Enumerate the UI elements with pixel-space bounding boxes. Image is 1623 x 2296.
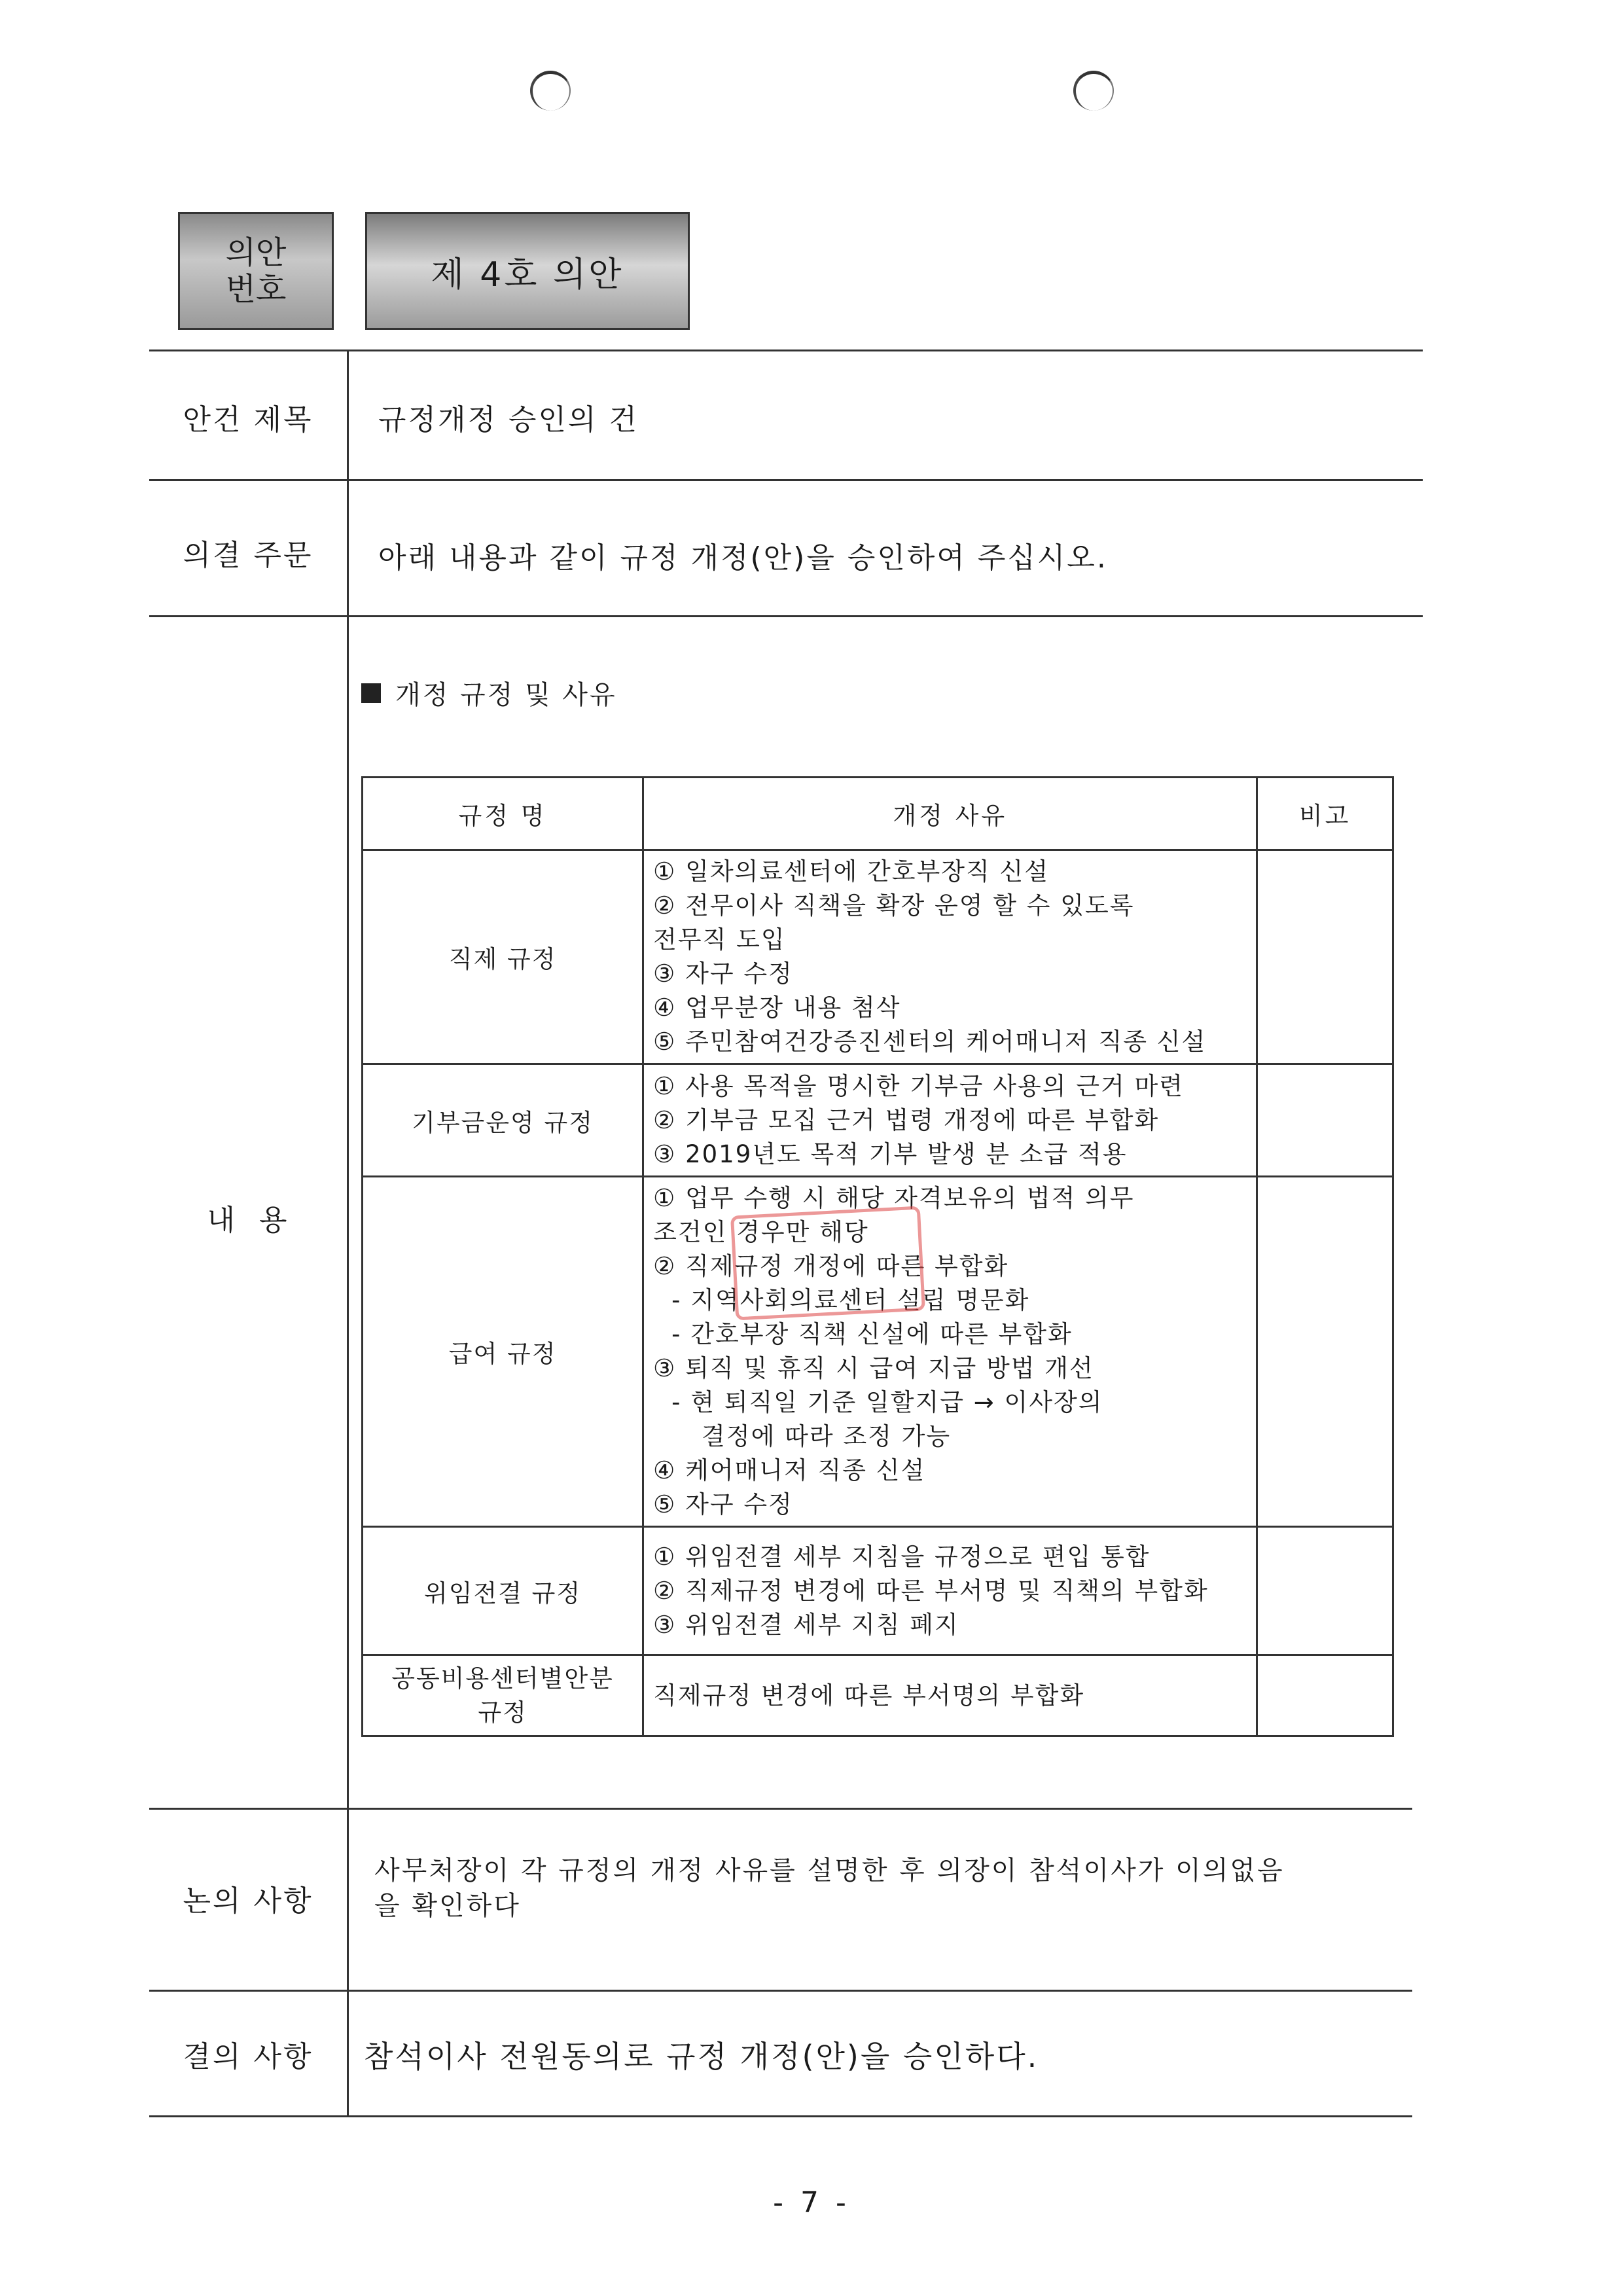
page-number: - 7 -	[773, 2186, 850, 2219]
row-remark	[1257, 1655, 1393, 1736]
reason-line: 결정에 따라 조정 가능	[702, 1422, 952, 1450]
reason-line: ④ 업무분장 내용 첨삭	[653, 994, 901, 1022]
reason-line: ② 기부금 모집 근거 법령 개정에 따른 부합화	[653, 1105, 1160, 1134]
reason-line: ① 위임전결 세부 지침을 규정으로 편입 통합	[653, 1542, 1150, 1571]
row-reason	[643, 1527, 1257, 1655]
table-row	[363, 1064, 1393, 1177]
row-name: 기부금운영 규정	[363, 1064, 643, 1177]
reason-line: - 지역사회의료센터 설립 명문화	[671, 1286, 1030, 1314]
row-reason	[643, 1064, 1257, 1177]
punch-hole-right	[1073, 71, 1114, 111]
square-bullet-icon	[361, 683, 381, 703]
section-heading-text: 개정 규정 및 사유	[395, 680, 617, 710]
rule-top	[149, 350, 1423, 351]
reason-line: - 간호부장 직책 신설에 따른 부합화	[671, 1320, 1073, 1348]
section-heading	[361, 674, 617, 711]
column-divider	[347, 350, 349, 2117]
rule-discussion-bottom	[149, 1990, 1412, 1992]
table-row	[363, 1655, 1393, 1736]
reason-line: ① 업무 수행 시 해당 자격보유의 법적 의무	[653, 1184, 1135, 1212]
row-name-line2: 규정	[478, 1698, 527, 1727]
reason-line: ③ 위임전결 세부 지침 폐지	[653, 1610, 959, 1639]
reason-line: ⑤ 자구 수정	[653, 1490, 793, 1518]
reason-line: ② 직제규정 개정에 따른 부합화	[653, 1252, 1009, 1280]
agenda-number-label	[178, 212, 334, 330]
rule-title-bottom	[149, 479, 1423, 481]
order-label: 의결 주문	[183, 539, 313, 572]
decision-label: 결의 사항	[183, 2040, 313, 2073]
reason-line: ② 전무이사 직책을 확장 운영 할 수 있도록	[653, 891, 1135, 920]
table-header-row	[363, 778, 1393, 850]
content-label: 내 용	[207, 1204, 289, 1237]
row-reason	[643, 1655, 1257, 1736]
discussion-line2: 을 확인하다	[374, 1891, 521, 1921]
header-reason: 개정 사유	[643, 778, 1257, 850]
row-name-line1: 공동비용센터별안분	[391, 1664, 614, 1693]
reason-line: ⑤ 주민참여건강증진센터의 케어매니저 직종 신설	[653, 1028, 1207, 1056]
title-value: 규정개정 승인의 건	[378, 403, 639, 437]
discussion-label: 논의 사항	[183, 1884, 313, 1918]
table-row	[363, 850, 1393, 1064]
reason-line: 전무직 도입	[653, 925, 786, 954]
reason-line: ③ 퇴직 및 휴직 시 급여 지급 방법 개선	[653, 1354, 1094, 1382]
reason-line: 직제규정 변경에 따른 부서명의 부합화	[653, 1681, 1085, 1710]
order-value: 아래 내용과 같이 규정 개정(안)을 승인하여 주십시오.	[378, 541, 1108, 575]
agenda-number-value: 제 4호 의안	[365, 212, 690, 330]
reason-line: ③ 자구 수정	[653, 960, 793, 988]
row-name: 급여 규정	[363, 1177, 643, 1527]
row-reason	[643, 850, 1257, 1064]
reason-line: ② 직제규정 변경에 따른 부서명 및 직책의 부합화	[653, 1576, 1209, 1605]
header-remark: 비고	[1257, 778, 1393, 850]
title-label: 안건 제목	[183, 403, 313, 437]
row-name: 위임전결 규정	[363, 1527, 643, 1655]
seal-stamp	[730, 1206, 925, 1321]
decision-value: 참석이사 전원동의로 규정 개정(안)을 승인하다.	[364, 2039, 1039, 2074]
reason-line: 조건인 경우만 해당	[653, 1218, 869, 1246]
row-remark	[1257, 1064, 1393, 1177]
punch-hole-left	[530, 71, 571, 111]
reason-line: ① 일차의료센터에 간호부장직 신설	[653, 857, 1049, 886]
row-remark	[1257, 850, 1393, 1064]
agenda-number-label-line2: 번호	[225, 271, 287, 308]
reason-line: ① 사용 목적을 명시한 기부금 사용의 근거 마련	[653, 1071, 1184, 1100]
header-name: 규정 명	[363, 778, 643, 850]
rule-bottom	[149, 2115, 1412, 2117]
rule-content-bottom	[149, 1808, 1412, 1810]
row-name	[363, 1655, 643, 1736]
row-name: 직제 규정	[363, 850, 643, 1064]
reason-line: ④ 케어매니저 직종 신설	[653, 1456, 926, 1484]
row-remark	[1257, 1177, 1393, 1527]
row-remark	[1257, 1527, 1393, 1655]
agenda-number-label-line1: 의안	[225, 234, 287, 271]
reason-line: ③ 2019년도 목적 기부 발생 분 소급 적용	[653, 1139, 1128, 1168]
table-row	[363, 1527, 1393, 1655]
rule-order-bottom	[149, 615, 1423, 617]
header-gap	[334, 212, 365, 330]
discussion-line1: 사무처장이 각 규정의 개정 사유를 설명한 후 의장이 참석이사가 이의없음	[374, 1856, 1285, 1886]
reason-line: - 현 퇴직일 기준 일할지급 → 이사장의	[671, 1388, 1103, 1416]
